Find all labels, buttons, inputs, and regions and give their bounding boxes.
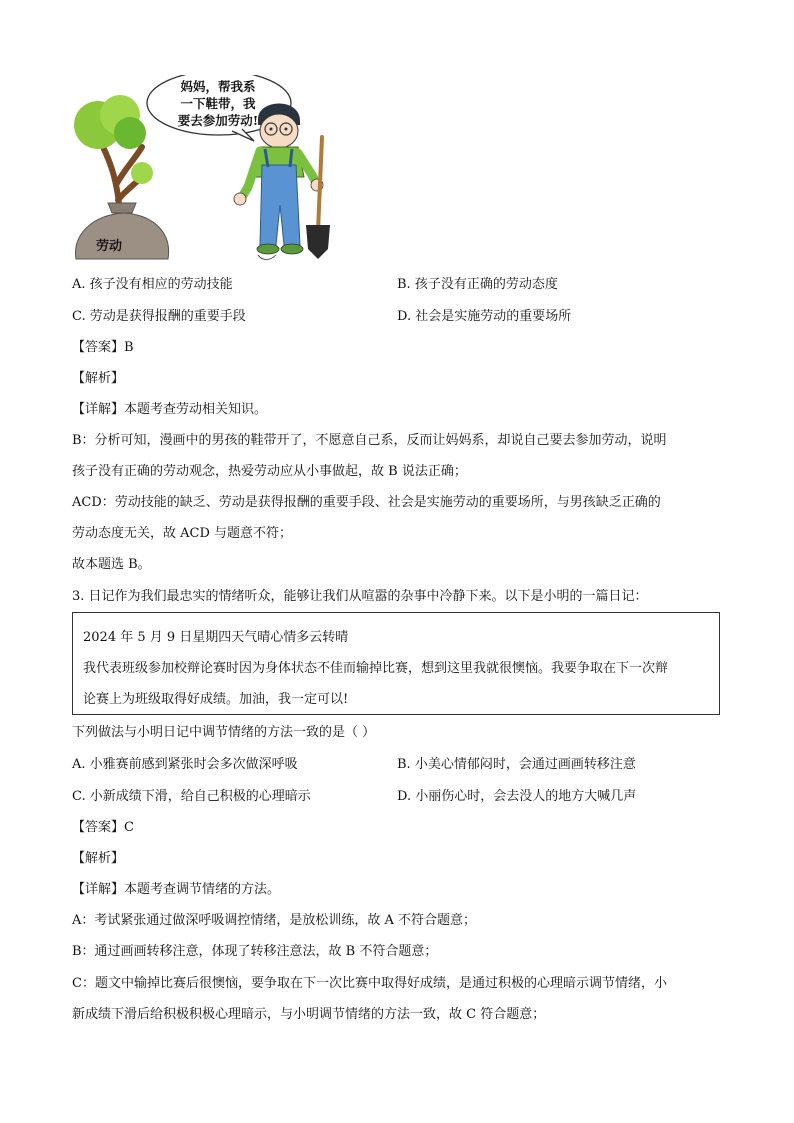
diary-date-line: 2024 年 5 月 9 日星期四天气晴心情多云转晴	[83, 630, 349, 645]
q3-analysis-label: 【解析】	[72, 851, 125, 866]
q2-explain-acd-line2: 劳动态度无关，故 ACD 与题意不符；	[72, 526, 293, 541]
q2-option-c: C. 劳动是获得报酬的重要手段	[72, 309, 246, 324]
q3-answer: 【答案】C	[72, 820, 134, 835]
speech-text	[153, 78, 283, 129]
q3-option-d: D. 小丽伤心时，会去没人的地方大喊几声	[397, 789, 637, 804]
q3-explain-b: B：通过画画转移注意，体现了转移注意法，故 B 不符合题意；	[72, 944, 438, 959]
q3-explain-a: A：考试紧张通过做深呼吸调控情绪，是放松训练，故 A 不符合题意；	[72, 913, 477, 928]
q2-analysis-label: 【解析】	[72, 371, 125, 386]
tree-leaf	[131, 162, 153, 184]
diary-box	[72, 612, 720, 715]
q2-option-a: A. 孩子没有相应的劳动技能	[72, 277, 233, 292]
q3-option-a: A. 小雅赛前感到紧张时会多次做深呼吸	[72, 757, 298, 772]
comic-illustration	[72, 75, 342, 263]
q2-option-b: B. 孩子没有正确的劳动态度	[397, 277, 558, 292]
q3-option-b: B. 小美心情郁闷时，会通过画画转移注意	[397, 757, 636, 772]
shovel	[306, 137, 330, 259]
q3-stem: 3. 日记作为我们最忠实的情绪听众，能够让我们从喧嚣的杂事中冷静下来。以下是小明的一篇日记：	[72, 589, 648, 604]
q2-explain-b-line1: B：分析可知，漫画中的男孩的鞋带开了，不愿意自己系，反而让妈妈系，却说自己要去参加劳动，说明	[72, 433, 667, 448]
sack-label: 劳动	[96, 239, 123, 254]
q2-option-d: D. 社会是实施劳动的重要场所	[397, 309, 572, 324]
q3-explain-c-line2: 新成绩下滑后给积极积极心理暗示，与小明调节情绪的方法一致，故 C 符合题意；	[72, 1007, 546, 1022]
q2-detail: 【详解】本题考查劳动相关知识。	[72, 402, 268, 417]
q3-detail: 【详解】本题考查调节情绪的方法。	[72, 882, 281, 897]
diary-body-line2: 论赛上为班级取得好成绩。加油，我一定可以!	[83, 692, 349, 707]
tree-leaf	[114, 117, 146, 149]
diary-body-line1: 我代表班级参加校辩论赛时因为身体状态不佳而输掉比赛，想到这里我就很懊恼。我要争取在下一次辩	[83, 661, 669, 676]
speech-line: 妈妈，帮我系	[180, 79, 256, 94]
q2-explain-b-line2: 孩子没有正确的劳动观念，热爱劳动应从小事做起，故 B 说法正确；	[72, 464, 467, 479]
speech-line: 要去参加劳动!	[177, 113, 259, 128]
q2-conclusion: 故本题选 B。	[72, 557, 151, 572]
q3-question: 下列做法与小明日记中调节情绪的方法一致的是（ ）	[72, 725, 376, 740]
q3-explain-c-line1: C：题文中输掉比赛后很懊恼，要争取在下一次比赛中取得好成绩，是通过积极的心理暗示调节情绪，小	[72, 976, 667, 991]
q3-option-c: C. 小新成绩下滑，给自己积极的心理暗示	[72, 789, 311, 804]
q2-answer: 【答案】B	[72, 340, 134, 355]
speech-line: 一下鞋带，我	[180, 96, 256, 111]
q2-explain-acd-line1: ACD：劳动技能的缺乏、劳动是获得报酬的重要手段、社会是实施劳动的重要场所，与男孩缺乏正确的	[72, 495, 661, 510]
sack	[75, 213, 168, 259]
